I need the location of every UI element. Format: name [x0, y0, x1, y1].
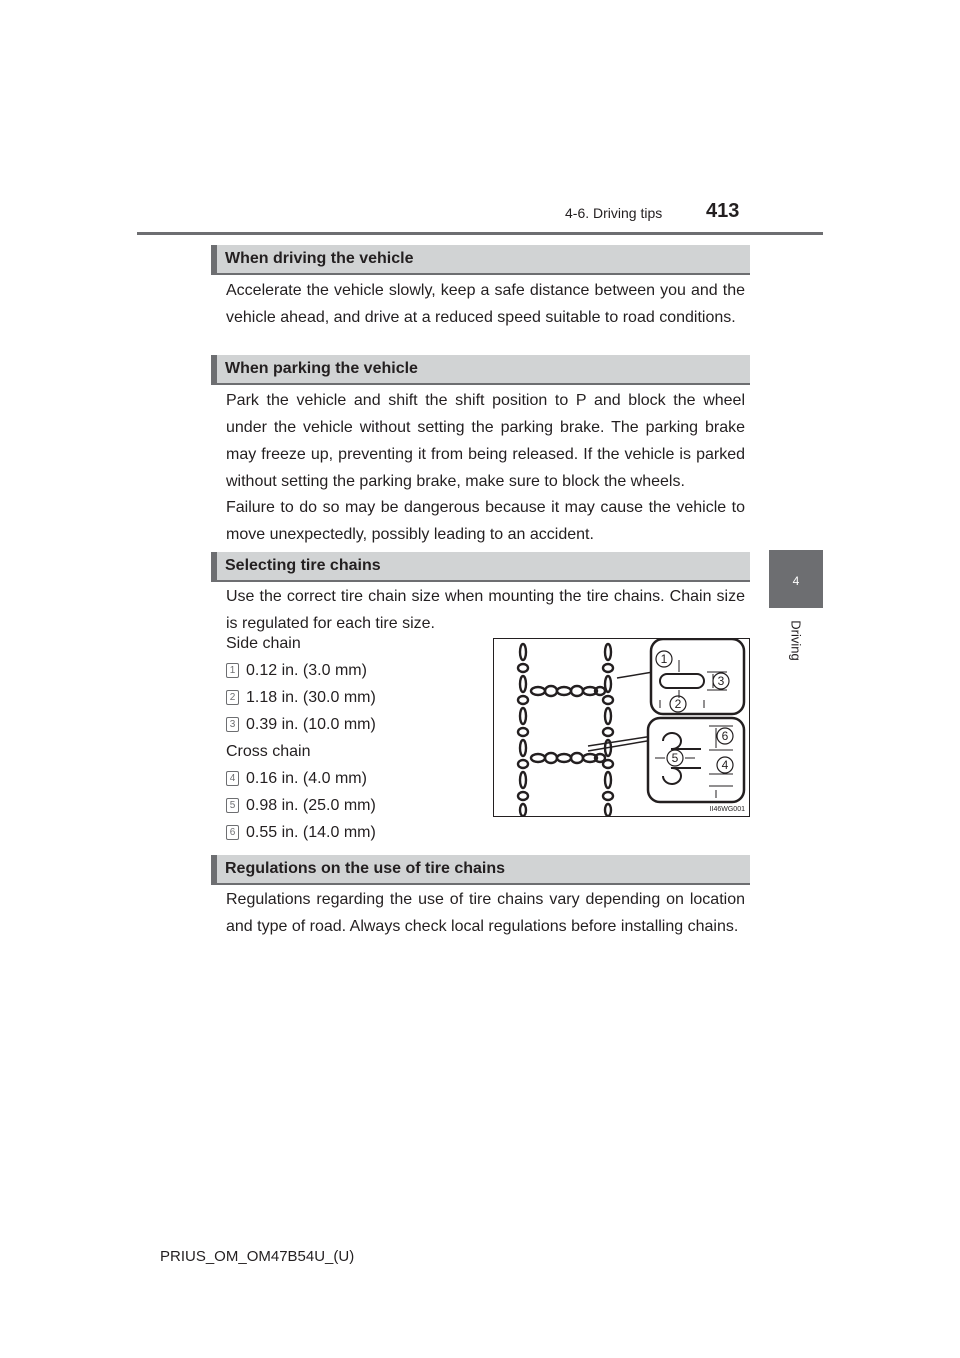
- paragraph-regulations: Regulations regarding the use of tire chains vary depending on location and type of road. Always check local regulations before installing chains.: [226, 891, 745, 935]
- dim-value: 0.12 in. (3.0 mm): [246, 662, 367, 679]
- cross-chain-dim: [226, 768, 367, 790]
- section-title: 4-6. Driving tips: [565, 205, 663, 221]
- heading-driving: When driving the vehicle: [211, 245, 750, 275]
- callout-4: 4: [721, 758, 729, 772]
- callout-badge: 1: [226, 663, 239, 678]
- heading-regulations: Regulations on the use of tire chains: [211, 855, 750, 885]
- paragraph-parking: Park the vehicle and shift the shift position to P and block the wheel under the vehicle without setting the parking brake. The parking brake may freeze up, preventing it from being released. If the vehicle is parked without setting the parking brake, make sure to block the wheels.: [226, 392, 745, 490]
- paragraph-parking-warning: Failure to do so may be dangerous because it may cause the vehicle to move unexpectedly, possibly leading to an accident.: [226, 499, 745, 543]
- paragraph-driving: Accelerate the vehicle slowly, keep a safe distance between you and the vehicle ahead, and drive at a reduced speed suitable to road conditions.: [226, 282, 745, 326]
- callout-badge: 5: [226, 798, 239, 813]
- paragraph-tire-chains: Use the correct tire chain size when mounting the tire chains. Chain size is regulated for each tire size.: [226, 588, 745, 632]
- side-chain-label: Side chain: [226, 635, 301, 652]
- dim-value: 0.39 in. (10.0 mm): [246, 716, 376, 733]
- callout-badge: 6: [226, 825, 239, 840]
- side-chain-dim: [226, 687, 376, 709]
- side-chain-dim: [226, 714, 376, 736]
- cross-chain-dim: [226, 795, 376, 817]
- figure-code: II46WG001: [709, 806, 745, 813]
- header-divider: [137, 232, 823, 235]
- dim-value: 0.98 in. (25.0 mm): [246, 797, 376, 814]
- callout-3: 3: [717, 674, 725, 688]
- callout-1: 1: [660, 652, 668, 666]
- cross-chain-label: Cross chain: [226, 743, 311, 760]
- callout-badge: 3: [226, 717, 239, 732]
- chapter-tab: [769, 550, 823, 608]
- dim-value: 0.16 in. (4.0 mm): [246, 770, 367, 787]
- chapter-number: 4: [792, 574, 800, 588]
- heading-parking: When parking the vehicle: [211, 355, 750, 385]
- callout-2: 2: [674, 697, 682, 711]
- document-code: PRIUS_OM_OM47B54U_(U): [160, 1248, 355, 1265]
- dim-value: 0.55 in. (14.0 mm): [246, 824, 376, 841]
- callout-6: 6: [721, 729, 729, 743]
- chapter-label: Driving: [788, 620, 804, 661]
- dim-value: 1.18 in. (30.0 mm): [246, 689, 376, 706]
- page-number: 413: [706, 200, 740, 222]
- callout-badge: 4: [226, 771, 239, 786]
- callout-5: 5: [671, 751, 679, 765]
- callout-badge: 2: [226, 690, 239, 705]
- side-chain-dim: [226, 660, 367, 682]
- cross-chain-dim: [226, 822, 376, 844]
- tire-chain-illustration: [493, 638, 750, 817]
- heading-tire-chains: Selecting tire chains: [211, 552, 750, 582]
